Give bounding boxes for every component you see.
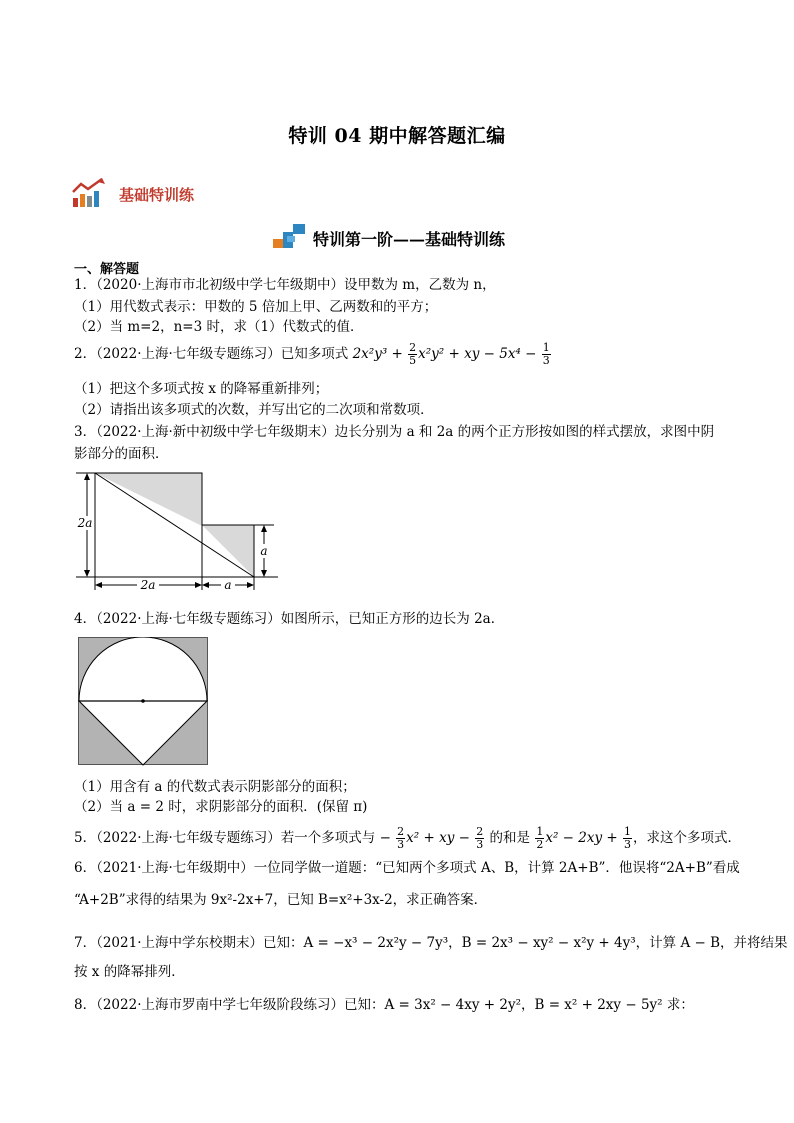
q2-frac1-den: 5 [409, 354, 417, 367]
q3-line1: 3．（2022·上海·新中初级中学七年级期末）边长分别为 a 和 2a 的两个正方形按如图的样式摆放，求图中阴 [74, 424, 715, 440]
q4-stem: 4．（2022·上海·七年级专题练习）如图所示，已知正方形的边长为 2a． [74, 611, 505, 627]
q5-text-a: 5．（2022·上海·七年级专题练习）若一个多项式与 − [74, 830, 396, 846]
q3-arrow [195, 582, 202, 588]
q2-frac1 [408, 342, 417, 367]
q8-line1: 8．（2022·上海市罗南中学七年级阶段练习）已知：A = 3x² − 4xy + 2y²，B = x² + 2xy − 5y² 求： [74, 997, 694, 1013]
q5-frac2 [475, 826, 484, 851]
q3-label-bottom-left: 2a [140, 578, 156, 592]
q4-center-point [141, 699, 145, 703]
stairs-icon [273, 219, 309, 249]
q3-arrow [84, 570, 90, 577]
q2-frac2-num: 1 [542, 341, 550, 354]
q5-frac1 [396, 826, 405, 851]
q3-shade-upper [95, 473, 202, 526]
q2-part2: （2）请指出该多项式的次数，并写出它的二次项和常数项． [74, 402, 434, 418]
q2-frac1-num: 2 [409, 341, 417, 354]
q5-frac2-num: 2 [476, 825, 484, 838]
page-title: 特训 04 期中解答题汇编 [288, 125, 506, 147]
q2-part1: （1）把这个多项式按 x 的降幂重新排列； [74, 381, 329, 397]
q3-arrow [95, 582, 102, 588]
q3-arrow [202, 582, 209, 588]
q5-text-c: ，求这个多项式． [632, 830, 741, 846]
q5-frac1-num: 2 [397, 825, 405, 838]
q2-expr-b: x²y² + xy − 5x⁴ − [418, 346, 541, 362]
q2-expr-a: 2x²y³ + [352, 346, 408, 362]
q4-part2: （2）当 a = 2 时，求阴影部分的面积．(保留 π) [74, 799, 368, 815]
q5-expr1: x² + xy − [406, 830, 475, 846]
q2-stem-text: 2．（2022·上海·七年级专题练习）已知多项式 [74, 346, 353, 362]
q2-frac2 [542, 342, 551, 367]
q1-part2: （2）当 m=2，n=3 时，求（1）代数式的值． [74, 319, 364, 335]
q5-stem [74, 826, 741, 851]
q5-frac3-den: 2 [536, 838, 544, 851]
q3-arrow [261, 525, 267, 532]
q2-stem [74, 342, 552, 367]
q3-label-bottom-right: a [224, 578, 232, 592]
q5-frac4-num: 1 [623, 825, 631, 838]
bar-chart-trend-icon [72, 178, 112, 210]
q4-part1: （1）用含有 a 的代数式表示阴影部分的面积； [74, 779, 356, 795]
q3-label-left: 2a [77, 516, 93, 530]
sub-banner [273, 219, 506, 249]
q3-arrow [247, 582, 254, 588]
q5-frac2-den: 3 [476, 838, 484, 851]
q3-figure-two-squares [72, 468, 282, 594]
q5-frac1-den: 3 [397, 838, 405, 851]
q6-line1: 6．（2021·上海·七年级期中）一位同学做一道题：“已知两个多项式 A、B，计算 2A+B”．他误将“2A+B”看成 [74, 860, 740, 876]
q2-frac2-den: 3 [542, 354, 550, 367]
q3-shade-lower [202, 525, 254, 577]
q3-line2: 影部分的面积． [74, 446, 169, 462]
q7-line2: 按 x 的降幂排列． [74, 964, 185, 980]
section-heading: 一、解答题 [74, 262, 140, 277]
q5-frac4 [623, 826, 632, 851]
q1-part1: （1）用代数式表示：甲数的 5 倍加上甲、乙两数和的平方； [74, 299, 438, 315]
q5-frac3 [535, 826, 544, 851]
q3-arrow [261, 570, 267, 577]
q5-frac3-num: 1 [536, 825, 544, 838]
q3-arrow [84, 473, 90, 480]
q5-text-b: 的和是 [485, 830, 535, 846]
q5-expr2: x² − 2xy + [545, 830, 622, 846]
q3-label-right: a [260, 544, 268, 558]
q4-figure-square-semicircle [78, 637, 210, 767]
section-banner [72, 178, 195, 210]
q1-stem: 1．（2020·上海市市北初级中学七年级期中）设甲数为 m，乙数为 n， [74, 277, 496, 293]
q7-line1: 7．（2021·上海中学东校期末）已知：A = −x³ − 2x²y − 7y³，B = 2x³ − xy² − x²y + 4y³，计算 A − B，并将结果 [74, 935, 788, 951]
q6-line2: “A+2B”求得的结果为 9x²-2x+7，已知 B=x²+3x-2，求正确答案． [74, 892, 488, 908]
section-banner-label: 基础特训练 [119, 186, 195, 204]
sub-banner-label: 特训第一阶——基础特训练 [313, 230, 506, 249]
q5-frac4-den: 3 [623, 838, 631, 851]
